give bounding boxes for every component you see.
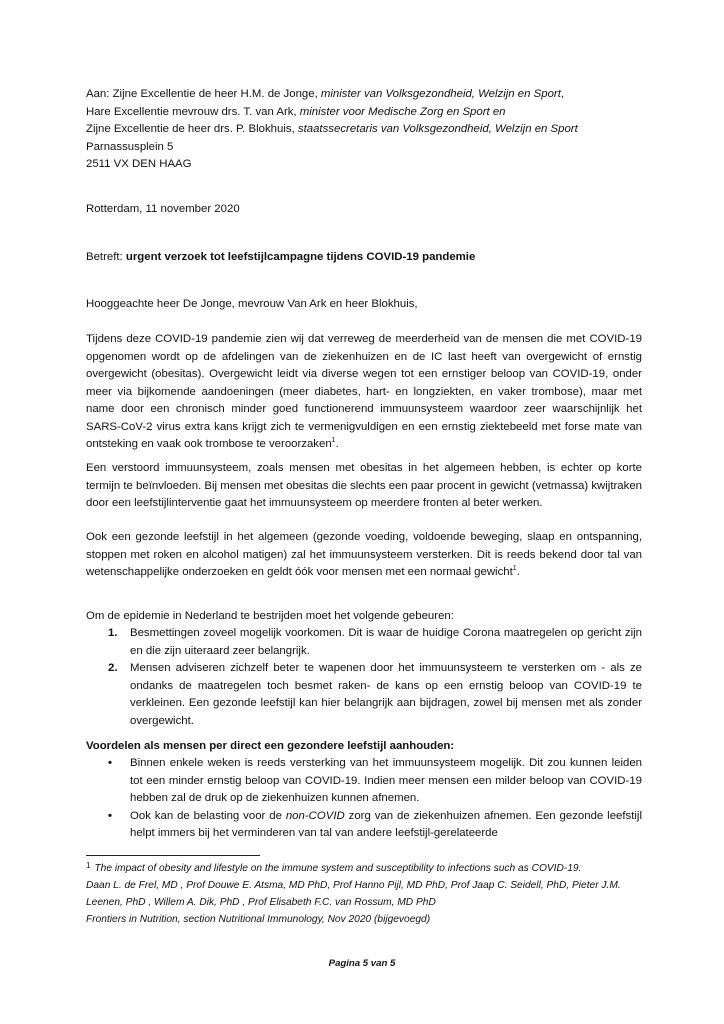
- bullet-list: [86, 755, 642, 843]
- footnote-separator: [86, 855, 260, 856]
- footnote-ref: 1: [512, 565, 517, 573]
- address-city: 2511 VX DEN HAAG: [86, 158, 192, 170]
- footnote: [86, 860, 642, 928]
- list-item: • Ook kan de belasting voor de non-COVID zorg van de ziekenhuizen afnemen. Een gezonde leefstijl helpt immers bij het verminderen van tal van andere leefstijl-gerelateerde: [108, 809, 642, 839]
- footnote-authors: Daan L. de Frel, MD , Prof Douwe E. Atsma, MD PhD, Prof Hanno Pijl, MD PhD, Prof Jaap C. Seidell, PhD, Pieter J.M. Leenen, PhD , Willem A. Dik, PhD , Prof Elisabeth F.C. van Rossum, MD PhD: [86, 880, 621, 908]
- benefits-heading: Voordelen als mensen per direct een gezondere leefstijl aanhouden:: [86, 740, 455, 752]
- list-item: 1. Besmettingen zoveel mogelijk voorkomen. Dit is waar de huidige Corona maatregelen op gericht zijn en die zijn uiteraard zeer belangrijk.: [108, 627, 642, 657]
- page-number: Pagina 5 van 5: [328, 958, 396, 969]
- numbered-list: [86, 625, 642, 730]
- salutation: Hooggeachte heer De Jonge, mevrouw Van Ark en heer Blokhuis,: [86, 298, 418, 310]
- list-intro: Om de epidemie in Nederland te bestrijden moet het volgende gebeuren:: [86, 610, 454, 622]
- address-line-3: Zijne Excellentie de heer drs. P. Blokhuis, staatssecretaris van Volksgezondheid, Welzijn en Sport: [86, 123, 578, 135]
- paragraph-3: Ook een gezonde leefstijl in het algemeen (gezonde voeding, voldoende beweging, slaap en ontspanning, stoppen met roken en alcohol matigen) zal het immuunsysteem versterken. Dit is reeds bekend door tal van wetenschappelijke onderzoeken en geldt óók voor mensen met een normaal gewicht$^1$.: [86, 531, 642, 578]
- list-item: 2. Mensen adviseren zichzelf beter te wapenen door het immuunsysteem te versterken om - als ze ondanks de maatregelen toch besmet raken- de kans op een ernstig beloop van COVID-19 te verkleinen. Een gezonde leefstijl kan hier belangrijk aan bijdragen, zowel bij mensen met als zonder overgewicht.: [108, 662, 642, 727]
- list-item: • Binnen enkele weken is reeds versterking van het immuunsysteem mogelijk. Dit zou kunnen leiden tot een minder ernstig beloop van COVID-19. Indien meer mensen een milder beloop van COVID-19 hebben zal de druk op de ziekenhuizen kunnen afnemen.: [108, 757, 642, 804]
- paragraph-1: Tijdens deze COVID-19 pandemie zien wij dat verreweg de meerderheid van de mensen die met COVID-19 opgenomen wordt op de afdelingen van de ziekenhuizen en de IC last heeft van overgewicht of ernstig overgewicht (obesitas). Overgewicht leidt via diverse wegen tot een ernstiger beloop van COVID-19, onder meer via bijkomende aandoeningen (meer diabetes, hart- en longziekten, en vaker trombose), maar met name door een chronisch minder goed functionerend immuunsysteem waardoor zeer waarschijnlijk het SARS-CoV-2 virus extra kans krijgt zich te vermenigvuldigen en een ernstig ziektebeeld met forse mate van ontsteking en vaak ook trombose te veroorzaken$^1$.: [86, 333, 642, 450]
- subject-line: Betreft: urgent verzoek tot leefstijlcampagne tijdens COVID-19 pandemie: [86, 251, 476, 263]
- address-block: [86, 86, 642, 174]
- date-line: Rotterdam, 11 november 2020: [86, 203, 240, 215]
- address-street: Parnassusplein 5: [86, 140, 174, 153]
- paragraph-2: Een verstoord immuunsysteem, zoals mensen met obesitas in het algemeen hebben, is echter op korte termijn te beïnvloeden. Bij mensen met obesitas die slechts een paar procent in gewicht (vetmassa) kwijtraken door een leefstijlinterventie gaat het immuunsysteem op meerdere fronten al beter werken.: [86, 462, 642, 509]
- address-line-1: Aan: Zijne Excellentie de heer H.M. de Jonge, minister van Volksgezondheid, Welzijn en Sport,: [86, 88, 565, 100]
- footnote-ref: 1: [331, 437, 336, 445]
- address-line-2: Hare Excellentie mevrouw drs. T. van Ark, minister voor Medische Zorg en Sport en: [86, 105, 506, 118]
- footnote-journal: Frontiers in Nutrition, section Nutritional Immunology, Nov 2020 (bijgevoegd): [86, 914, 431, 925]
- footnote-title: $^1$ The impact of obesity and lifestyle on the immune system and susceptibility to infections such as COVID-19.: [86, 861, 582, 874]
